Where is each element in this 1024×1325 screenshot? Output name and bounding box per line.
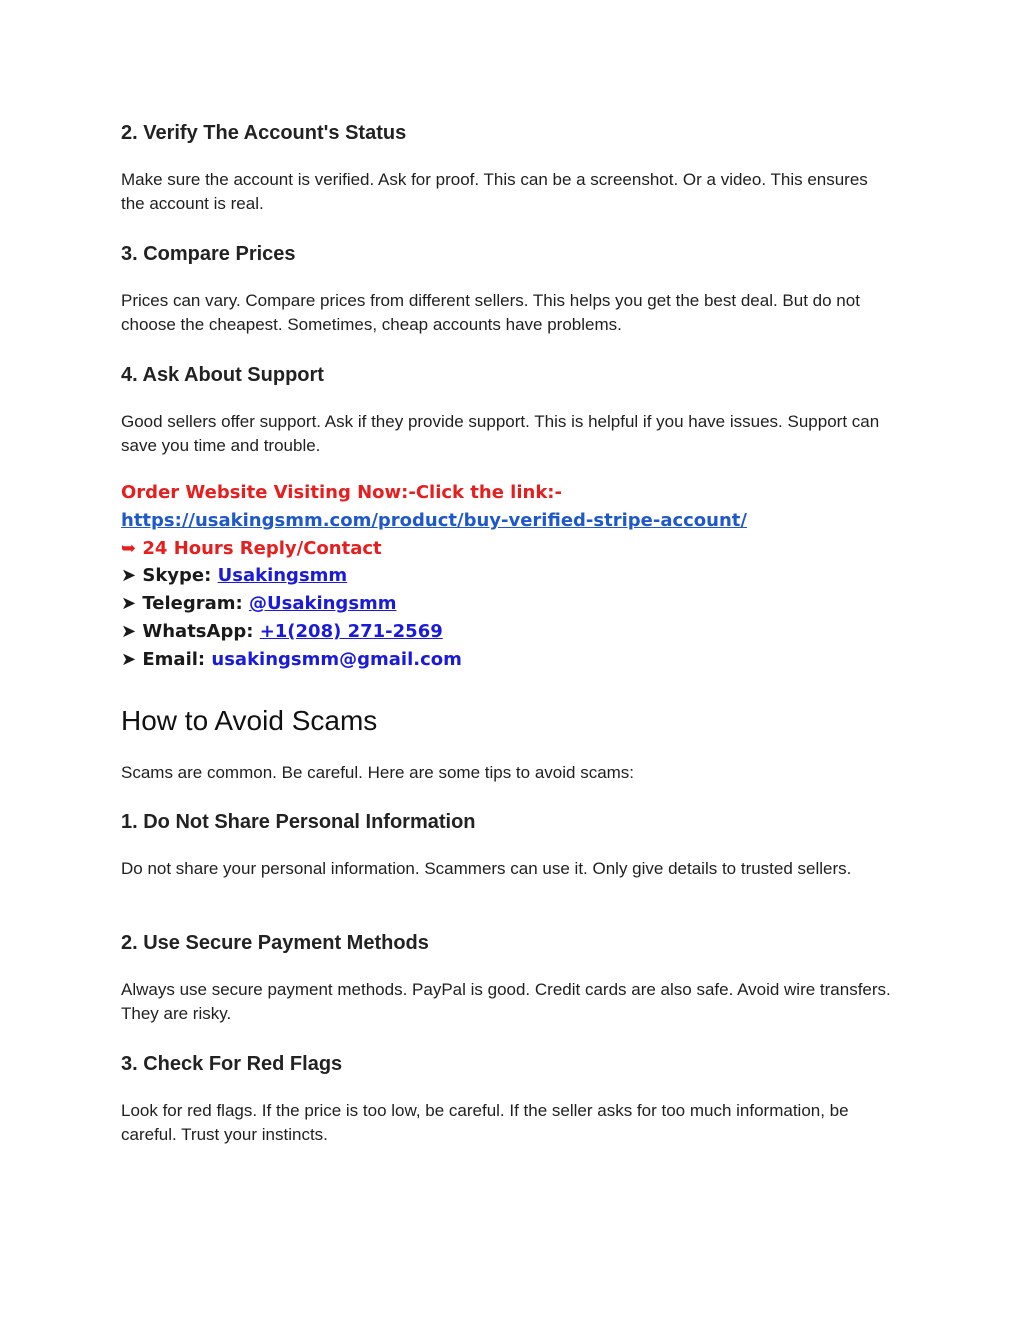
reply-label: 24 Hours Reply/Contact xyxy=(142,537,382,559)
whatsapp-label: WhatsApp: xyxy=(142,620,254,642)
scam-tip-3-heading: 3. Check For Red Flags xyxy=(121,1053,343,1075)
scam-tip-1-paragraph: Do not share your personal information. Scammers can use it. Only give details to trusted sellers. xyxy=(121,859,852,878)
contact-block xyxy=(121,479,747,674)
verify-heading: 2. Verify The Account's Status xyxy=(121,122,407,144)
compare-heading: 3. Compare Prices xyxy=(121,243,296,265)
reply-line xyxy=(121,535,747,563)
arrow-bullet-icon: ➤ xyxy=(121,648,137,670)
email-label: Email: xyxy=(142,648,206,670)
email-line xyxy=(121,646,747,674)
scams-intro: Scams are common. Be careful. Here are some tips to avoid scams: xyxy=(121,763,635,782)
arrow-bullet-icon: ➤ xyxy=(121,565,137,587)
scams-heading: How to Avoid Scams xyxy=(121,705,378,736)
scam-tip-3-paragraph: Look for red flags. If the price is too low, be careful. If the seller asks for too much information, be careful. Trust your instincts. xyxy=(121,1101,849,1144)
order-link-line xyxy=(121,507,747,535)
whatsapp-line xyxy=(121,618,747,646)
skype-link[interactable]: Usakingsmm xyxy=(217,565,348,587)
skype-line xyxy=(121,562,747,590)
scam-tip-2-paragraph: Always use secure payment methods. PayPal is good. Credit cards are also safe. Avoid wire transfers. They are risky. xyxy=(121,980,891,1023)
whatsapp-link[interactable]: +1(208) 271-2569 xyxy=(259,620,443,642)
telegram-link[interactable]: @Usakingsmm xyxy=(249,593,397,615)
support-paragraph: Good sellers offer support. Ask if they provide support. This is helpful if you have issues. Support can save you time and trouble. xyxy=(121,412,880,455)
arrow-bullet-icon: ➤ xyxy=(121,593,137,615)
support-heading: 4. Ask About Support xyxy=(121,364,324,386)
email-value: usakingsmm@gmail.com xyxy=(211,648,462,670)
scam-tip-1-heading: 1. Do Not Share Personal Information xyxy=(121,811,476,833)
order-label: Order Website Visiting Now:-Click the link:- xyxy=(121,482,562,503)
scam-tip-2-heading: 2. Use Secure Payment Methods xyxy=(121,932,429,954)
skype-label: Skype: xyxy=(142,565,212,587)
curved-arrow-icon: ➥ xyxy=(121,537,137,559)
telegram-label: Telegram: xyxy=(142,593,243,615)
telegram-line xyxy=(121,590,747,618)
order-link[interactable]: https://usakingsmm.com/product/buy-verified-stripe-account/ xyxy=(121,509,747,531)
verify-paragraph: Make sure the account is verified. Ask for proof. This can be a screenshot. Or a video. This ensures the account is real. xyxy=(121,170,868,213)
arrow-bullet-icon: ➤ xyxy=(121,620,137,642)
compare-paragraph: Prices can vary. Compare prices from different sellers. This helps you get the best deal. But do not choose the cheapest. Sometimes, cheap accounts have problems. xyxy=(121,291,860,334)
